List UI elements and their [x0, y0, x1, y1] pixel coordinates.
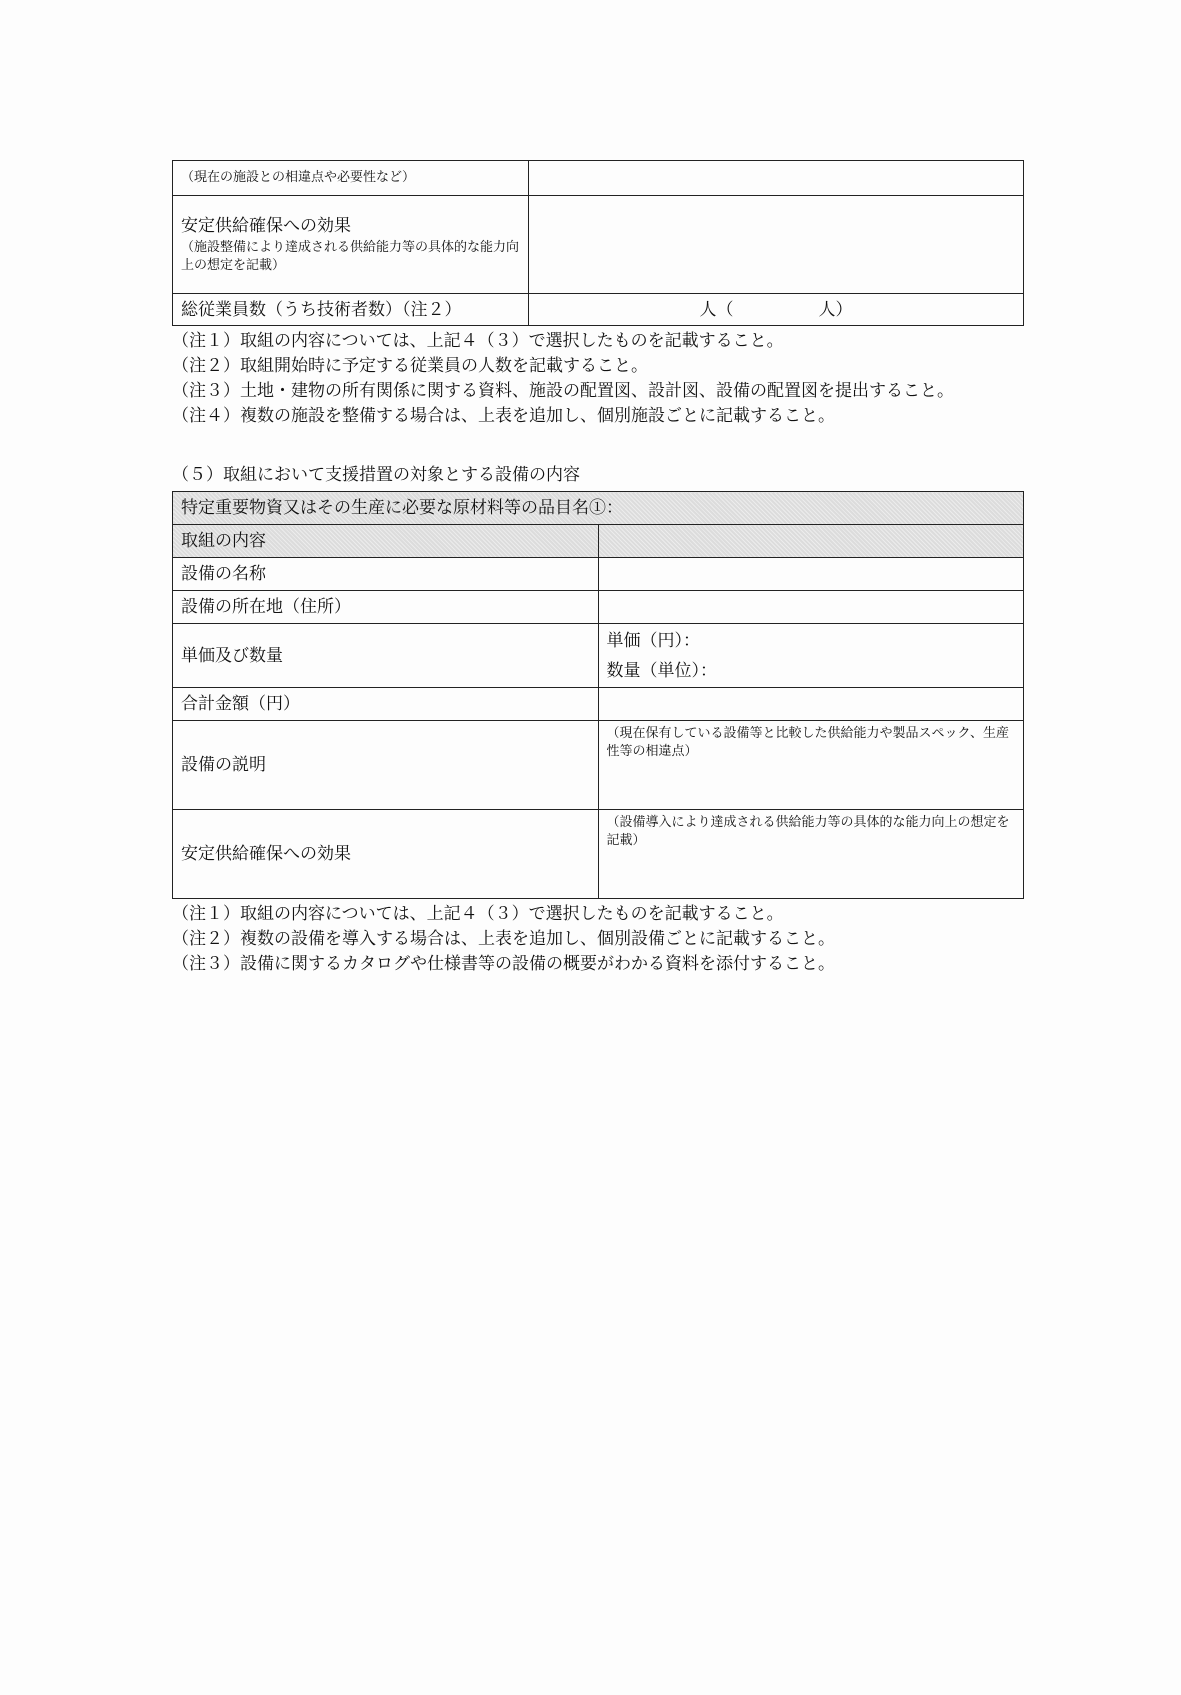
description-hint[interactable]: （現在保有している設備等と比較した供給能力や製品スペック、生産性等の相違点） [598, 721, 1024, 810]
table-row [173, 161, 1024, 196]
difference-label: （現在の施設との相違点や必要性など） [173, 161, 529, 196]
unit-price-value: 単価（円）： [606, 630, 700, 651]
quantity-value: 数量（単位）： [606, 660, 717, 681]
effect-label: 安定供給確保への効果 [173, 810, 599, 899]
facility-notes [172, 329, 1024, 429]
equipment-table [172, 491, 1024, 899]
table-row [173, 196, 1024, 294]
equipment-location-value[interactable] [598, 591, 1024, 624]
supply-effect-label: 安定供給確保への効果 [181, 215, 351, 236]
total-amount-label: 合計金額（円） [173, 688, 599, 721]
facility-table [172, 160, 1024, 326]
equipment-notes [172, 902, 1024, 977]
table-row [173, 525, 1024, 558]
unit-price-cell[interactable] [598, 624, 1024, 688]
effect-hint[interactable]: （設備導入により達成される供給能力等の具体的な能力向上の想定を記載） [598, 810, 1024, 899]
supply-effect-value[interactable] [529, 196, 1024, 294]
document-content [172, 160, 1024, 977]
table-row [173, 810, 1024, 899]
section-heading: （５）取組において支援措置の対象とする設備の内容 [172, 465, 580, 485]
note-item: （注１）取組の内容については、上記４（３）で選択したものを記載すること。 [172, 331, 784, 351]
note-item: （注２）複数の設備を導入する場合は、上表を追加し、個別設備ごとに記載すること。 [172, 929, 835, 949]
table-row [173, 558, 1024, 591]
table-row [173, 624, 1024, 688]
employees-label: 総従業員数（うち技術者数）（注２） [173, 294, 529, 326]
description-label: 設備の説明 [173, 721, 599, 810]
equipment-location-label: 設備の所在地（住所） [173, 591, 599, 624]
table-row [173, 688, 1024, 721]
note-item: （注２）取組開始時に予定する従業員の人数を記載すること。 [172, 356, 648, 376]
unit-price-label: 単価及び数量 [173, 624, 599, 688]
equipment-name-label: 設備の名称 [173, 558, 599, 591]
supply-effect-sublabel: （施設整備により達成される供給能力等の具体的な能力向上の想定を記載） [181, 239, 520, 273]
table-row [173, 492, 1024, 525]
table-row [173, 591, 1024, 624]
content-label: 取組の内容 [173, 525, 599, 558]
content-value[interactable] [598, 525, 1024, 558]
item-name-header[interactable]: 特定重要物資又はその生産に必要な原材料等の品目名①： [173, 492, 1024, 525]
difference-value[interactable] [529, 161, 1024, 196]
table-row [173, 721, 1024, 810]
note-item: （注４）複数の施設を整備する場合は、上表を追加し、個別施設ごとに記載すること。 [172, 406, 835, 426]
supply-effect-cell [173, 196, 529, 294]
equipment-name-value[interactable] [598, 558, 1024, 591]
note-item: （注３）土地・建物の所有関係に関する資料、施設の配置図、設計図、設備の配置図を提出すること。 [172, 381, 954, 401]
employees-value[interactable]: 人（ 人） [529, 294, 1024, 326]
total-amount-value[interactable] [598, 688, 1024, 721]
note-item: （注１）取組の内容については、上記４（３）で選択したものを記載すること。 [172, 904, 784, 924]
table-row [173, 294, 1024, 326]
note-item: （注３）設備に関するカタログや仕様書等の設備の概要がわかる資料を添付すること。 [172, 954, 835, 974]
